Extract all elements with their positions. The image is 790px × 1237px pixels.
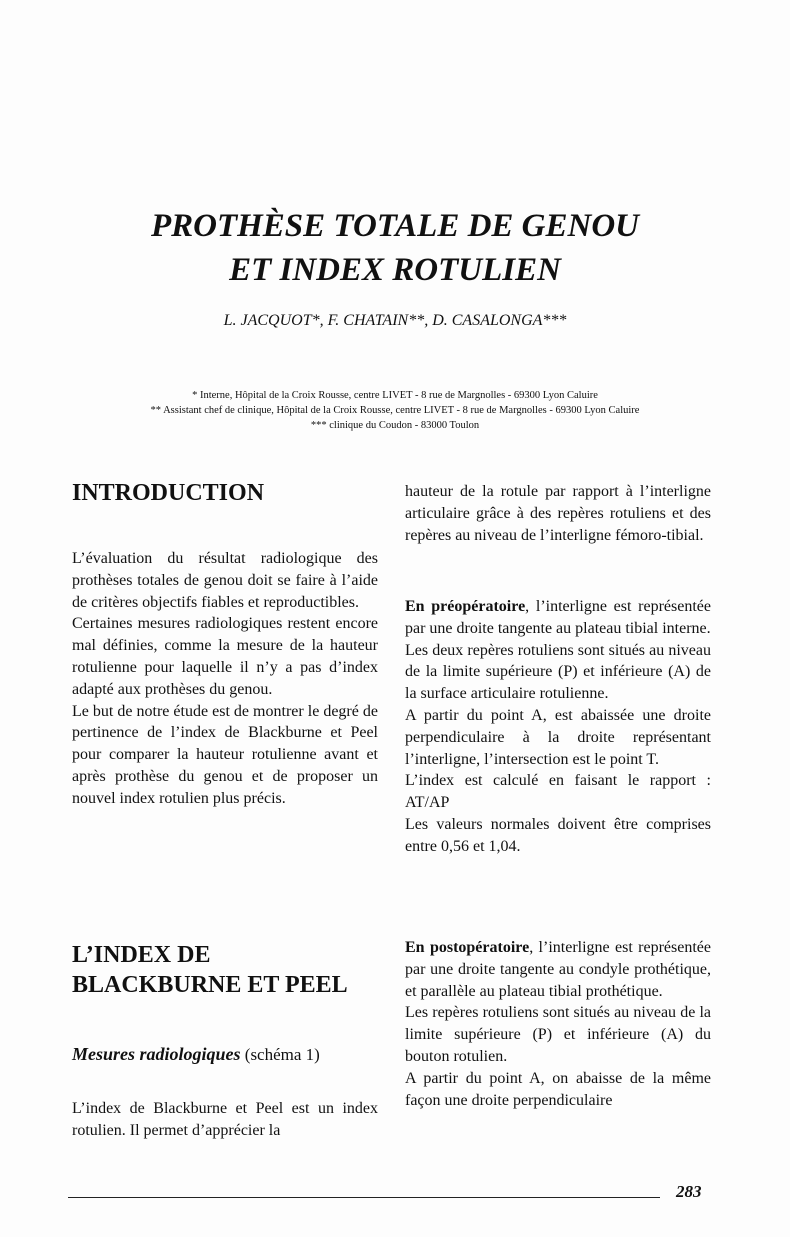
paper-title xyxy=(0,204,790,292)
paragraph: A partir du point A, est abaissée une droite perpendiculaire à la droite représentant l’interligne, l’intersection est le point T. xyxy=(405,706,711,768)
affiliation-2: ** Assistant chef de clinique, Hôpital de la Croix Rousse, centre LIVET - 8 rue de Margnolles - 69300 Lyon Caluire xyxy=(150,405,640,416)
paragraph: Les deux repères rotuliens sont situés au niveau de la limite supérieure (P) et inférieure (A) de la surface articulaire rotulienne. xyxy=(405,641,711,703)
subheading xyxy=(72,1044,320,1065)
pre-text: , l’interligne est représentée par une droite tangente au plateau tibial interne. xyxy=(405,598,711,637)
subheading-ref: (schéma 1) xyxy=(244,1045,320,1064)
paragraph: L’index est calculé en faisant le rapport : AT/AP xyxy=(405,772,711,812)
pre-label: En préopératoire xyxy=(405,598,526,615)
right-column-pre xyxy=(405,596,711,858)
paragraph: L’index de Blackburne et Peel est un index rotulien. Il permet d’apprécier la xyxy=(72,1100,378,1139)
right-column-top xyxy=(405,481,711,546)
subheading-title: Mesures radiologiques xyxy=(72,1044,241,1064)
left-column-index xyxy=(72,1098,378,1142)
paragraph: A partir du point A, on abaisse de la même façon une droite perpendiculaire xyxy=(405,1069,711,1109)
post-label: En postopératoire xyxy=(405,939,530,956)
post-text: , l’interligne est représentée par une droite tangente au condyle prothétique, et parallèle au plateau tibial prothétique. xyxy=(405,939,711,1000)
left-column-intro xyxy=(72,548,378,810)
authors: L. JACQUOT*, F. CHATAIN**, D. CASALONGA*** xyxy=(223,312,567,329)
right-column-post xyxy=(405,937,711,1111)
footer-rule xyxy=(68,1197,660,1198)
affiliations xyxy=(0,388,790,433)
paragraph xyxy=(405,596,711,640)
index-heading-line-2: BLACKBURNE ET PEEL xyxy=(72,972,348,998)
paragraph: hauteur de la rotule par rapport à l’interligne articulaire grâce à des repères rotuliens et des repères au niveau de l’interligne fémoro-tibial. xyxy=(405,483,711,544)
title-line-2: ET INDEX ROTULIEN xyxy=(229,252,561,288)
paragraph: Le but de notre étude est de montrer le degré de pertinence de l’index de Blackburne et Peel pour comparer la hauteur rotulienne avant et après prothèse du genou et de proposer un nouvel index rotulien plus précis. xyxy=(72,702,378,807)
affiliation-3: *** clinique du Coudon - 83000 Toulon xyxy=(310,420,480,431)
index-heading-line-1: L’INDEX DE xyxy=(72,942,211,968)
paragraph: Les valeurs normales doivent être comprises entre 0,56 et 1,04. xyxy=(405,815,711,855)
paragraph: L’évaluation du résultat radiologique des prothèses totales de genou doit se faire à l’aide de critères objectifs fiables et reproductibles. xyxy=(72,550,378,611)
introduction-heading: INTRODUCTION xyxy=(72,480,265,506)
paragraph xyxy=(405,937,711,1002)
affiliation-1: * Interne, Hôpital de la Croix Rousse, centre LIVET - 8 rue de Margnolles - 69300 Lyon Caluire xyxy=(192,390,598,401)
paragraph: Certaines mesures radiologiques restent encore mal définies, comme la mesure de la hauteur rotulienne pour laquelle il n’y a pas d’index adapté aux prothèses du genou. xyxy=(72,615,378,698)
paragraph: Les repères rotuliens sont situés au niveau de la limite supérieure (P) et inférieure (A) du bouton rotulien. xyxy=(405,1004,711,1065)
page-number: 283 xyxy=(676,1182,702,1201)
title-line-1: PROTHÈSE TOTALE DE GENOU xyxy=(150,208,640,244)
index-heading xyxy=(72,940,392,1000)
